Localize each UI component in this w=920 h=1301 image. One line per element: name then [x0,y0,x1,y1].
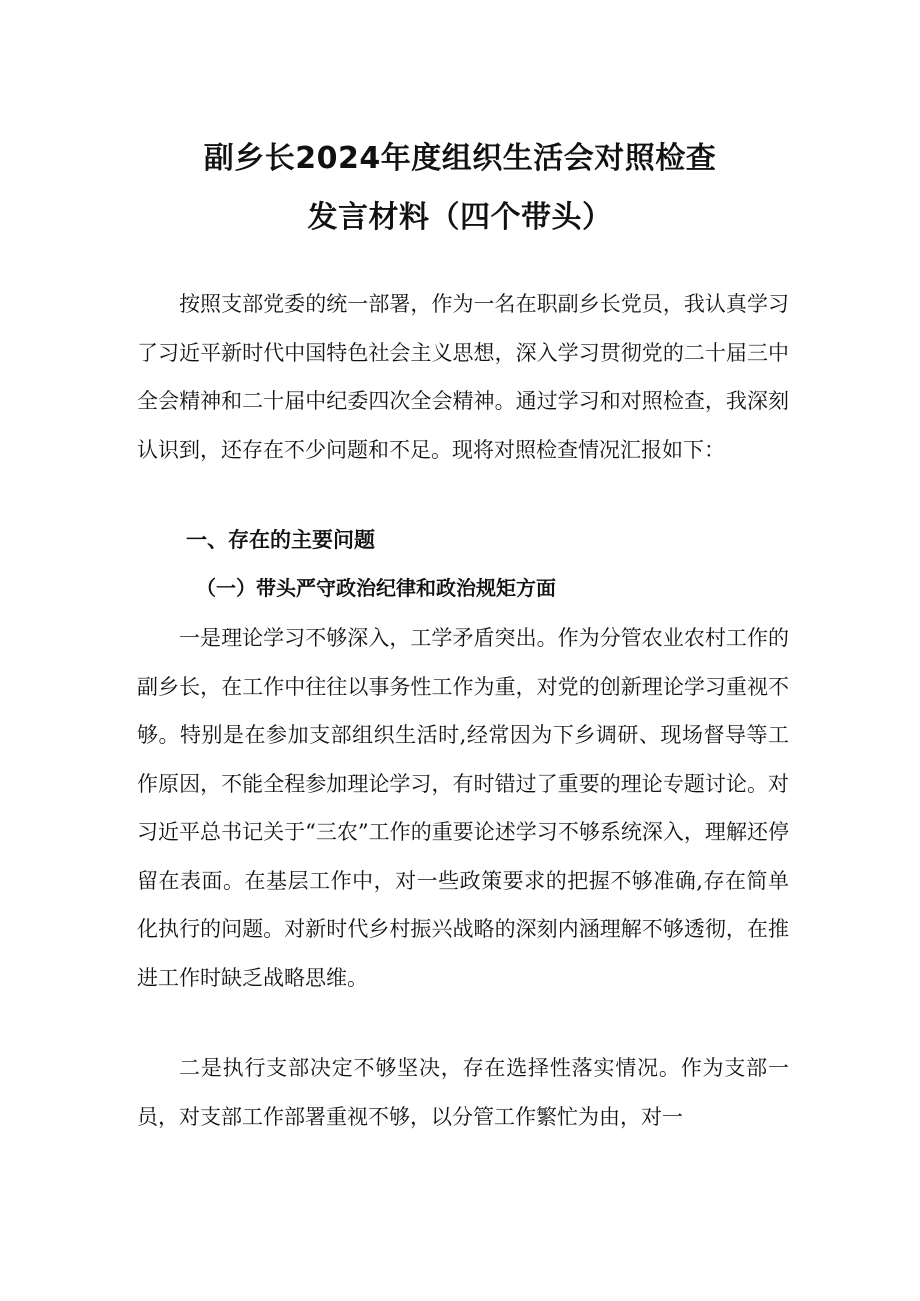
document-title-line-1: 副乡长2024年度组织生活会对照检查 [203,141,717,176]
intro-block [137,280,789,474]
body-paragraph-2: 二是执行支部决定不够坚决，存在选择性落实情况。作为支部一员，对支部工作部署重视不够，以分管工作繁忙为由，对一 [137,1056,789,1129]
subsection-heading-political-discipline: （一）带头严守政治纪律和政治规矩方面 [196,576,556,600]
intro-paragraph: 按照支部党委的统一部署，作为一名在职副乡长党员，我认真学习了习近平新时代中国特色社会主义思想，深入学习贯彻党的二十届三中全会精神和二十届中纪委四次全会精神。通过学习和对照检查，我深刻认识到，还存在不少问题和不足。现将对照检查情况汇报如下： [137,292,789,462]
section-heading-problems: 一、存在的主要问题 [186,528,375,552]
paragraph-block-2 [137,1044,789,1141]
document-title-line-2: 发言材料（四个带头） [307,200,613,235]
paragraph-block-1 [137,614,789,1002]
body-paragraph-1: 一是理论学习不够深入，工学矛盾突出。作为分管农业农村工作的副乡长，在工作中往往以事务性工作为重，对党的创新理论学习重视不够。特别是在参加支部组织生活时,经常因为下乡调研、现场督导等工作原因，不能全程参加理论学习，有时错过了重要的理论专题讨论。对习近平总书记关于“三农”工作的重要论述学习不够系统深入，理解还停留在表面。在基层工作中，对一些政策要求的把握不够准确,存在简单化执行的问题。对新时代乡村振兴战略的深刻内涵理解不够透彻，在推进工作时缺乏战略思维。 [137,626,789,990]
